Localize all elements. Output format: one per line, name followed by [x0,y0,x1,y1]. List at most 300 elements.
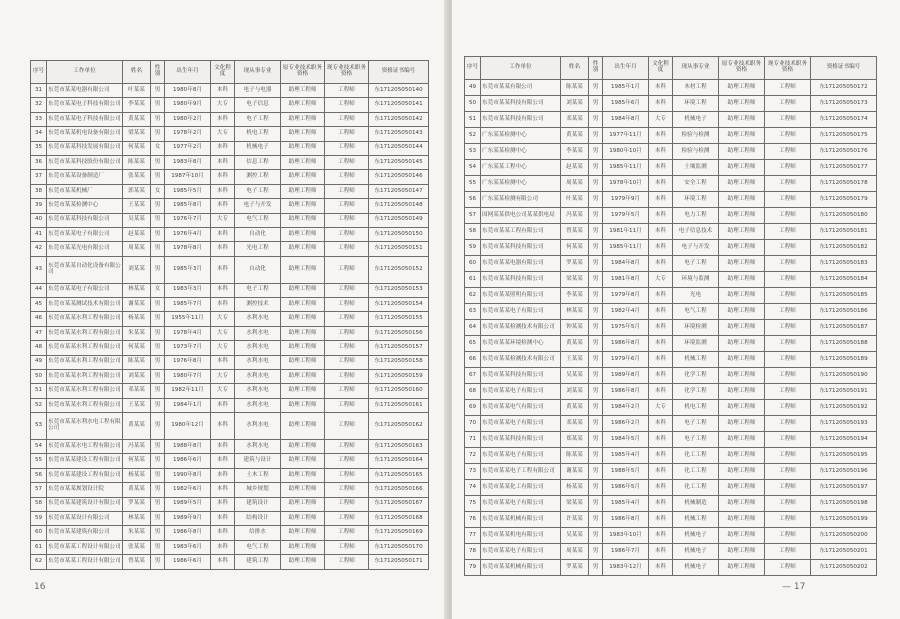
table-cell: 助理工程师 [281,355,325,369]
header-cell: 性别 [589,57,603,80]
table-cell: 男 [151,398,165,412]
table-cell: 机电工程 [673,400,719,416]
table-cell: 46 [31,312,47,326]
table-cell: 1985年7月 [165,298,211,312]
table-cell: 1985年5月 [165,184,211,198]
table-cell: 1986年5月 [603,480,649,496]
table-cell: 助理工程师 [719,288,765,304]
table-cell: 本科 [211,454,235,468]
table-cell: 东莞市某某水利工程有限公司 [47,384,123,398]
table-cell: 男 [589,96,603,112]
table-cell: 东171205050182 [811,240,877,256]
table-cell: 建筑工程 [235,555,281,570]
table-cell: 本科 [211,555,235,570]
table-cell: 助理工程师 [719,528,765,544]
table-cell: 梁某某 [123,127,151,141]
table-cell: 1985年11月 [603,240,649,256]
table-cell: 工程师 [765,128,811,144]
table-cell: 土壤监测 [673,160,719,176]
table-cell: 工程师 [325,112,369,126]
table-cell: 50 [465,96,481,112]
table-cell: 1981年11月 [603,224,649,240]
table-cell: 71 [465,432,481,448]
table-cell: 助理工程师 [281,256,325,283]
table-cell: 水利水电 [235,326,281,340]
table-row [465,240,877,256]
table-cell: 建筑设计 [235,497,281,511]
table-cell: 本科 [211,170,235,184]
table-cell: 王某某 [123,398,151,412]
table-cell: 67 [465,368,481,384]
table-cell: 工程师 [325,526,369,540]
table-row [465,304,877,320]
table-cell: 工程师 [325,256,369,283]
table-cell: 大专 [211,312,235,326]
table-row [31,512,429,526]
table-row [465,112,877,128]
table-cell: 给排水 [235,526,281,540]
table-cell: 1979年6月 [603,352,649,368]
table-cell: 66 [465,352,481,368]
table-cell: 助理工程师 [281,199,325,213]
table-cell: 工程师 [765,384,811,400]
table-cell: 男 [589,80,603,96]
table-cell: 助理工程师 [719,400,765,416]
table-cell: 69 [465,400,481,416]
table-cell: 助理工程师 [719,272,765,288]
table-cell: 男 [589,464,603,480]
table-cell: 赵某某 [123,228,151,242]
table-cell: 男 [151,526,165,540]
table-cell: 助理工程师 [281,341,325,355]
table-cell: 男 [151,242,165,256]
table-cell: 东171205050175 [811,128,877,144]
table-cell: 男 [151,555,165,570]
table-cell: 东171205050171 [369,555,429,570]
table-cell: 助理工程师 [281,98,325,112]
table-cell: 1985年3月 [165,256,211,283]
table-cell: 东莞市某某电子有限公司 [481,416,561,432]
table-cell: 工程师 [765,560,811,576]
table-row [465,128,877,144]
table-cell: 东171205050173 [811,96,877,112]
table-cell: 邓某某 [561,112,589,128]
table-cell: 本科 [649,368,673,384]
table-cell: 叶某某 [123,84,151,98]
table-cell: 东171205050161 [369,398,429,412]
table-cell: 工程师 [765,176,811,192]
table-cell: 本科 [211,199,235,213]
table-cell: 61 [31,540,47,554]
table-cell: 工程师 [765,240,811,256]
table-cell: 电气工程 [235,213,281,227]
table-cell: 助理工程师 [719,432,765,448]
table-cell: 1985年8月 [165,199,211,213]
table-cell: 李某某 [561,144,589,160]
table-cell: 广东某某工程中心 [481,160,561,176]
table-cell: 男 [589,112,603,128]
table-cell: 助理工程师 [281,242,325,256]
table-cell: 东莞市某某建筑设计有限公司 [47,497,123,511]
table-cell: 冯某某 [561,208,589,224]
table-cell: 赵某某 [561,160,589,176]
table-cell: 东171205050202 [811,560,877,576]
table-cell: 钟某某 [561,320,589,336]
table-cell: 工程师 [325,341,369,355]
table-cell: 水利水电 [235,312,281,326]
table-cell: 东莞市某某水利工程有限公司 [47,326,123,340]
table-cell: 机械电子 [673,560,719,576]
table-cell: 本科 [649,384,673,400]
table-cell: 工程师 [765,496,811,512]
table-cell: 安全工程 [673,176,719,192]
table-cell: 广东某某检测中心 [481,176,561,192]
table-cell: 本科 [649,160,673,176]
table-cell: 男 [589,240,603,256]
table-row [31,184,429,198]
table-cell: 55 [31,454,47,468]
table-cell: 助理工程师 [281,170,325,184]
table-cell: 罗某某 [561,256,589,272]
table-cell: 工程师 [325,141,369,155]
table-cell: 工程师 [325,512,369,526]
table-cell: 48 [31,341,47,355]
table-cell: 工程师 [765,336,811,352]
table-cell: 男 [589,560,603,576]
table-cell: 1986年2月 [603,416,649,432]
table-cell: 东莞市某某水电工程有限公司 [47,439,123,453]
table-cell: 工程师 [325,497,369,511]
table-cell: 水利水电 [235,384,281,398]
table-cell: 54 [31,439,47,453]
table-cell: 34 [31,127,47,141]
table-cell: 70 [465,416,481,432]
table-cell: 邓某某 [123,384,151,398]
table-cell: 男 [589,208,603,224]
table-cell: 电气工程 [235,540,281,554]
header-cell: 现专业技术职务资格 [765,57,811,80]
table-cell: 男 [589,512,603,528]
table-cell: 东171205050151 [369,242,429,256]
table-row [31,127,429,141]
table-cell: 机械电子 [673,544,719,560]
header-cell: 文化程度 [649,57,673,80]
table-row [31,540,429,554]
table-cell: 本科 [649,464,673,480]
table-cell: 助理工程师 [719,368,765,384]
table-cell: 东171205050154 [369,298,429,312]
table-cell: 东莞市某某光电有限公司 [47,242,123,256]
table-cell: 男 [151,540,165,554]
table-cell: 助理工程师 [281,439,325,453]
table-cell: 51 [465,112,481,128]
table-row [31,555,429,570]
table-row [465,192,877,208]
table-cell: 助理工程师 [281,298,325,312]
table-cell: 助理工程师 [719,512,765,528]
table-cell: 东171205050194 [811,432,877,448]
table-cell: 建筑与设计 [235,454,281,468]
table-cell: 东莞市某某检测技术有限公司 [481,352,561,368]
table-cell: 东171205050198 [811,496,877,512]
table-cell: 73 [465,464,481,480]
right-header-row [465,57,877,80]
table-cell: 男 [589,192,603,208]
table-cell: 1983年10月 [603,528,649,544]
table-cell: 本科 [211,355,235,369]
table-cell: 助理工程师 [281,512,325,526]
table-cell: 本科 [211,283,235,297]
header-cell: 现专业技术职务资格 [325,61,369,84]
table-cell: 本科 [649,208,673,224]
table-cell: 东莞市某某电子有限公司 [47,228,123,242]
table-cell: 陈某某 [123,156,151,170]
table-cell: 东莞市某某科技有限公司 [481,240,561,256]
table-cell: 本科 [649,128,673,144]
left-page-number: 16 [34,582,46,592]
table-cell: 助理工程师 [719,304,765,320]
table-cell: 东莞市某某电子有限公司 [481,544,561,560]
table-cell: 工程师 [765,96,811,112]
table-row [465,352,877,368]
table-cell: 助理工程师 [281,413,325,440]
table-cell: 男 [151,512,165,526]
table-cell: 31 [31,84,47,98]
table-cell: 1989年9月 [165,512,211,526]
table-cell: 机械工程 [673,512,719,528]
table-cell: 男 [589,384,603,400]
table-cell: 东171205050185 [811,288,877,304]
table-cell: 助理工程师 [719,496,765,512]
table-cell: 电气工程 [673,304,719,320]
table-cell: 78 [465,544,481,560]
table-cell: 助理工程师 [719,192,765,208]
table-cell: 本科 [211,141,235,155]
table-cell: 女 [151,283,165,297]
table-cell: 本科 [211,156,235,170]
table-cell: 男 [589,336,603,352]
table-cell: 刘某某 [123,256,151,283]
table-cell: 1990年8月 [165,468,211,482]
table-cell: 工程师 [765,256,811,272]
table-cell: 1980年7月 [165,370,211,384]
table-cell: 39 [31,199,47,213]
table-row [465,320,877,336]
table-cell: 男 [589,400,603,416]
table-cell: 男 [589,432,603,448]
table-cell: 东171205050141 [369,98,429,112]
table-cell: 本科 [211,468,235,482]
table-cell: 57 [465,208,481,224]
table-cell: 男 [151,256,165,283]
table-cell: 东莞市某某照明有限公司 [481,288,561,304]
table-cell: 结构设计 [235,512,281,526]
table-cell: 黄某某 [561,336,589,352]
table-cell: 东171205050199 [811,512,877,528]
table-cell: 东171205050159 [369,370,429,384]
table-cell: 男 [589,288,603,304]
table-cell: 东莞市某某水利工程有限公司 [47,312,123,326]
table-cell: 电子工程 [673,432,719,448]
table-cell: 东171205050187 [811,320,877,336]
table-cell: 1979年5月 [603,208,649,224]
table-cell: 1980年10月 [603,144,649,160]
table-cell: 工程师 [765,464,811,480]
table-cell: 东171205050167 [369,497,429,511]
table-cell: 男 [151,483,165,497]
table-cell: 东171205050191 [811,384,877,400]
table-cell: 刘某某 [123,370,151,384]
table-cell: 男 [151,454,165,468]
table-row [31,526,429,540]
table-cell: 东171205050174 [811,112,877,128]
table-row [31,156,429,170]
table-cell: 机械电子 [673,112,719,128]
table-cell: 梁某某 [561,496,589,512]
table-cell: 工程师 [325,540,369,554]
table-cell: 助理工程师 [281,384,325,398]
table-cell: 东171205050150 [369,228,429,242]
table-cell: 水利水电 [235,398,281,412]
table-cell: 东莞市某某水利水电工程有限公司 [47,413,123,440]
table-cell: 工程师 [765,352,811,368]
table-row [31,454,429,468]
table-cell: 助理工程师 [719,464,765,480]
table-row [31,355,429,369]
table-cell: 本科 [649,336,673,352]
table-cell: 1989年8月 [603,368,649,384]
table-cell: 女 [151,184,165,198]
table-cell: 东171205050197 [811,480,877,496]
table-cell: 助理工程师 [719,224,765,240]
table-cell: 东莞市某某科技有限公司 [481,96,561,112]
table-cell: 东171205050165 [369,468,429,482]
table-cell: 广东某某检测中心 [481,144,561,160]
table-cell: 本科 [211,512,235,526]
table-cell: 周某某 [561,176,589,192]
table-cell: 40 [31,213,47,227]
table-cell: 东莞市某某科技有限公司 [481,272,561,288]
table-cell: 1983年12月 [603,560,649,576]
table-cell: 东171205050169 [369,526,429,540]
table-cell: 男 [151,370,165,384]
table-cell: 东171205050189 [811,352,877,368]
table-cell: 工程师 [325,213,369,227]
table-cell: 79 [465,560,481,576]
table-cell: 周某某 [561,544,589,560]
table-cell: 杨某某 [123,468,151,482]
table-cell: 工程师 [765,224,811,240]
table-cell: 助理工程师 [719,416,765,432]
table-cell: 本科 [649,352,673,368]
table-cell: 电子工程 [673,416,719,432]
table-cell: 电子信息技术 [673,224,719,240]
header-cell: 姓名 [561,57,589,80]
table-cell: 1978年10月 [603,176,649,192]
table-cell: 水利水电 [235,413,281,440]
table-cell: 1976年7月 [165,213,211,227]
table-cell: 陈某某 [561,80,589,96]
table-cell: 东171205050184 [811,272,877,288]
table-row [465,384,877,400]
table-cell: 1985年11月 [603,160,649,176]
table-cell: 1983年3月 [165,283,211,297]
table-cell: 王某某 [561,352,589,368]
table-cell: 工程师 [765,544,811,560]
table-cell: 电子工程 [235,112,281,126]
header-cell: 序号 [465,57,481,80]
table-cell: 男 [589,256,603,272]
header-cell: 出生年月 [165,61,211,84]
table-cell: 49 [465,80,481,96]
table-cell: 男 [151,298,165,312]
table-cell: 何某某 [123,454,151,468]
table-cell: 工程师 [765,80,811,96]
table-cell: 1977年11月 [603,128,649,144]
table-cell: 东171205050186 [811,304,877,320]
table-cell: 东莞市某某科技有限公司 [481,432,561,448]
table-cell: 助理工程师 [281,483,325,497]
table-cell: 邓某某 [561,416,589,432]
table-cell: 黄某某 [123,413,151,440]
table-cell: 本科 [649,176,673,192]
table-cell: 东171205050160 [369,384,429,398]
table-cell: 1985年6月 [603,96,649,112]
table-cell: 东莞市某某水利工程有限公司 [47,398,123,412]
table-cell: 61 [465,272,481,288]
table-cell: 东171205050164 [369,454,429,468]
table-cell: 本科 [649,240,673,256]
table-cell: 本科 [649,288,673,304]
table-cell: 本科 [211,184,235,198]
table-cell: 东171205050162 [369,413,429,440]
table-cell: 1984年2月 [603,400,649,416]
table-cell: 助理工程师 [281,156,325,170]
table-cell: 水利水电 [235,341,281,355]
table-cell: 58 [31,497,47,511]
table-cell: 东莞市某某工程设计有限公司 [47,540,123,554]
table-cell: 助理工程师 [281,526,325,540]
table-cell: 黄某某 [561,128,589,144]
table-cell: 东莞市某某科技发展有限公司 [47,141,123,155]
table-row [465,560,877,576]
table-cell: 65 [465,336,481,352]
table-row [465,480,877,496]
table-cell: 男 [151,326,165,340]
table-cell: 男 [151,127,165,141]
table-cell: 本科 [649,560,673,576]
table-cell: 本科 [649,528,673,544]
table-cell: 工程师 [765,400,811,416]
table-cell: 光电工程 [235,242,281,256]
table-cell: 1976年4月 [165,228,211,242]
table-cell: 助理工程师 [281,283,325,297]
table-cell: 男 [589,416,603,432]
table-row [31,497,429,511]
table-cell: 1973年7月 [165,341,211,355]
table-cell: 1978年8月 [165,242,211,256]
table-cell: 本科 [211,526,235,540]
right-table-body [465,80,877,576]
table-cell: 1986年6月 [165,454,211,468]
table-cell: 机电工程 [235,127,281,141]
table-cell: 东莞市某某科技股份有限公司 [47,156,123,170]
table-cell: 男 [151,98,165,112]
table-cell: 助理工程师 [719,352,765,368]
table-cell: 本科 [211,398,235,412]
table-cell: 环境检测 [673,320,719,336]
table-cell: 60 [31,526,47,540]
